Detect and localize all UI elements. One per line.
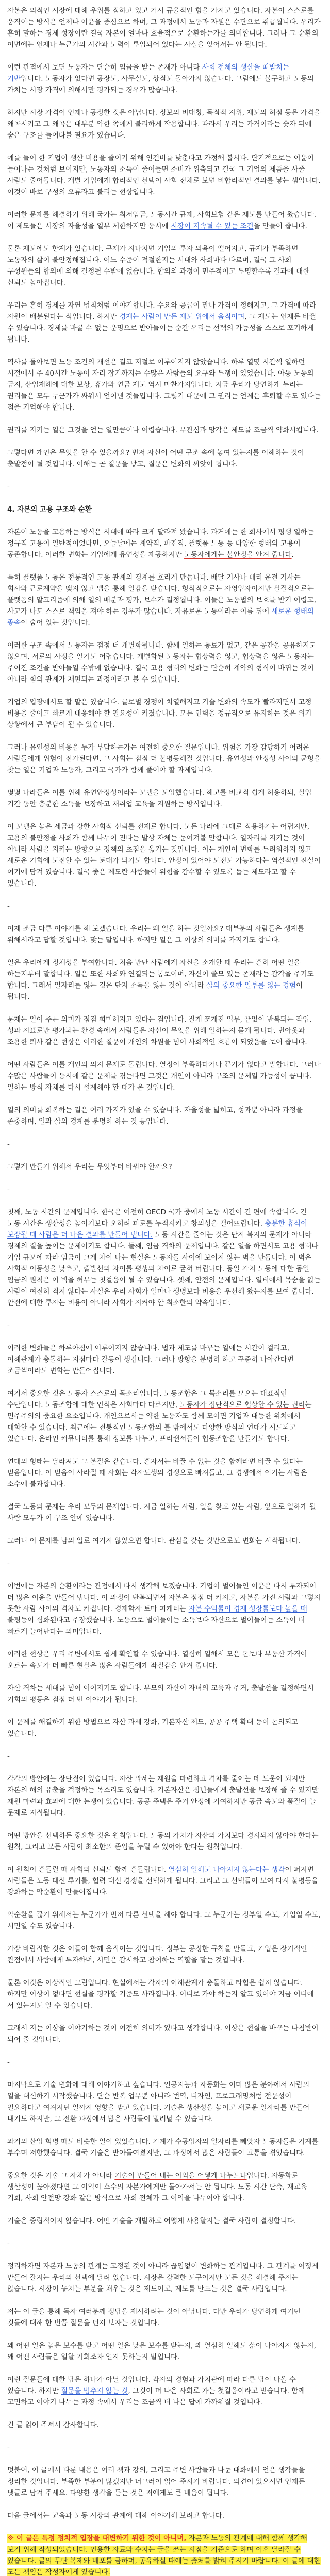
paragraph-text: 을 만들어 줍니다. bbox=[253, 222, 307, 230]
paragraph-text: 이 퍼지면 사람들은 노동 대신 투기를, 협력 대신 경쟁을 선택하게 됩니다. 그리고 그 선택들이 모여 다시 불평등을 강화하는 악순환이 만들어집니다. bbox=[7, 1866, 319, 1896]
underlined-phrase: 시장이 지속될 수 있는 조건 bbox=[170, 222, 254, 230]
paragraph: 그렇다면 개인은 무엇을 할 수 있을까요? 먼저 자신이 어떤 구조 속에 놓여 있는지를 이해하는 것이 출발점이 될 것입니다. 이해는 곧 질문을 낳고, 질문은 변화의 씨앗이 됩니다. bbox=[7, 449, 304, 468]
paragraph: 다음 글에서는 교육과 노동 시장의 관계에 대해 이야기해 보려고 합니다. bbox=[7, 2512, 225, 2520]
underlined-phrase: 열심히 일해도 나아지지 않는다는 생각 bbox=[168, 1866, 285, 1874]
paragraph-text: 여기서 중요한 것은 노동자 스스로의 목소리입니다. 노동조합은 그 목소리를 모으는 대표적인 수단입니다. 노동조합에 대한 인식은 사회마다 다르지만, bbox=[7, 1389, 287, 1409]
paragraph-text: 는 민주주의의 중요한 요소입니다. 개인으로서는 약한 노동자도 함께 모이면 기업과 대등한 위치에서 대화할 수 있습니다. 최근에는 전통적인 노동조합의 틀 밖에서도 다양한 방식의 연대가 시도되고 있습니다. 온라인 커뮤니티를 통해 정보를 나누고, 프리랜서들이 협동조합을 만들기도 합니다. bbox=[7, 1401, 312, 1443]
section-divider: - bbox=[7, 1752, 10, 1760]
paragraph bbox=[7, 2170, 322, 2204]
paragraph-text: 자본이 노동을 고용하는 방식은 시대에 따라 크게 달라져 왔습니다. 과거에는 한 회사에서 평생 일하는 정규직 고용이 일반적이었다면, 오늘날에는 계약직, 파견직, 플랫폼 노동 등 다양한 형태의 고용이 공존합니다. 이러한 변화는 기업에게 유연성을 제공하지만 bbox=[7, 528, 314, 559]
paragraph bbox=[7, 957, 322, 1003]
paragraph: 정리하자면 자본과 노동의 관계는 고정된 것이 아니라 끊임없이 변화하는 관계입니다. 그 관계를 어떻게 만들어 갈지는 우리의 선택에 달려 있습니다. 시장은 강력한 도구이지만 모든 것을 해결해 주지는 않습니다. 시장이 놓치는 부분을 채우는 것은 제도이고, 제도를 만드는 것은 결국 사람입니다. bbox=[7, 2262, 319, 2293]
paragraph: 이 문제를 해결하기 위한 방법으로 자산 과세 강화, 기본자산 제도, 공공 주택 확대 등이 논의되고 있습니다. bbox=[7, 1718, 299, 1738]
highlighted-notice-lead: ※ 이 글은 특정 정치적 입장을 대변하기 위한 것이 아니며, bbox=[7, 2534, 187, 2543]
paragraph bbox=[7, 300, 322, 345]
paragraph-text: . bbox=[291, 551, 294, 559]
underlined-phrase: 충분한 휴식이 보장될 때 사람은 더 나은 결과를 만들어 냅니다. bbox=[7, 1219, 307, 1239]
paragraph-text: 이런 질문들에 대한 답은 하나가 아닐 것입니다. 각자의 경험과 가치관에 따라 다른 답이 나올 수 있습니다. 하지만 bbox=[7, 2376, 296, 2395]
section-divider: - bbox=[7, 1140, 10, 1148]
paragraph-text: , 그 제도는 언제든 바뀔 수 있습니다. 경제를 바꿀 수 없는 운명으로 받아들이는 순간 우리는 선택의 가능성을 스스로 포기하게 됩니다. bbox=[7, 313, 317, 344]
red-underlined-phrase: 노동자에게는 불안정을 안겨 줍니다 bbox=[184, 551, 292, 559]
paragraph-text: 일은 우리에게 정체성을 부여합니다. 처음 만난 사람에게 자신을 소개할 때 우리는 흔히 어떤 일을 하는지부터 말합니다. 일은 또한 사회와 연결되는 통로이며, 자신이 쓸모 있는 존재라는 감각을 주기도 합니다. 그래서 일자리를 잃는 것은 단지 소득을 잃는 것이 아니라 bbox=[7, 959, 314, 990]
section-divider: - bbox=[7, 1560, 10, 1568]
paragraph: 이 모델은 높은 세금과 강한 사회적 신뢰를 전제로 합니다. 모든 나라에 그대로 적용하기는 어렵지만, 고용의 불안정을 사회가 함께 나누어 진다는 발상 자체는 눈여겨볼 만합니다. 일자리를 지키는 것이 아니라 사람을 지키는 방향으로 정책의 초점을 옮기는 것입니다. 이는 개인이 변화를 두려워하지 않고 새로운 기회에 도전할 수 있는 토대가 되기도 합니다. 안정이 있어야 도전도 가능하다는 역설적인 진실이 여기에 담겨 있습니다. 결국 좋은 제도란 사람들이 위험을 감수할 수 있도록 돕는 제도라고 할 수 있습니다. bbox=[7, 823, 321, 888]
paragraph-text: 우리는 흔히 경제를 자연 법칙처럼 이야기합니다. 수요와 공급이 만나 가격이 정해지고, 그 가격에 따라 자원이 배분된다는 식입니다. 하지만 bbox=[7, 301, 317, 321]
paragraph bbox=[7, 1581, 322, 1637]
paragraph: 그래서 저는 이상을 이야기하는 것이 여전히 의미가 있다고 생각합니다. 이상은 현실을 바꾸는 나침반이 되어 줄 것입니다. bbox=[7, 2024, 319, 2044]
paragraph: 물론 제도에도 한계가 있습니다. 규제가 지나치면 기업의 투자 의욕이 떨어지고, 규제가 부족하면 노동자의 삶이 불안정해집니다. 어느 수준이 적절한지는 시대와 사회마다 다르며, 결국 그 사회 구성원들의 합의에 의해 결정될 수밖에 없습니다. 합의의 과정이 민주적이고 투명할수록 결과에 대한 신뢰도 높아집니다. bbox=[7, 245, 310, 287]
paragraph-text: 노동 시간을 줄이는 것은 단지 복지의 문제가 아니라 경제의 질을 높이는 문제이기도 합니다. 둘째, 임금 격차의 문제입니다. 같은 일을 하면서도 고용 형태나 기업 규모에 따라 임금이 크게 차이 나는 현실은 노동자들 사이에 보이지 않는 벽을 만듭니다. 이 벽은 사회적 이동성을 낮추고, 출발선의 차이를 평생의 차이로 굳혀 버립니다. 동일 가치 노동에 대한 동일 임금의 원칙은 이 벽을 허무는 첫걸음이 될 수 있습니다. 셋째, 안전의 문제입니다. 일터에서 목숨을 잃는 사람이 여전히 적지 않다는 사실은 우리 사회가 얼마나 생명보다 비용을 우선해 왔는지를 보여 줍니다. 안전에 대한 투자는 비용이 아니라 사회가 지켜야 할 최소한의 약속입니다. bbox=[7, 1231, 321, 1307]
paragraph-text: 이 됩니다. bbox=[7, 981, 303, 1001]
paragraph: 마지막으로 기술 변화에 대해 이야기하고 싶습니다. 인공지능과 자동화는 이미 많은 분야에서 사람의 일을 대신하기 시작했습니다. 단순 반복 업무뿐 아니라 번역, 디자인, 프로그래밍처럼 전문성이 필요하다고 여겨지던 일까지 영향을 받고 있습니다. 기술은 생산성을 높이고 새로운 일자리를 만들어 내기도 하지만, 그 전환 과정에서 많은 사람들이 밀려날 수 있습니다. bbox=[7, 2081, 310, 2123]
paragraph: 그렇게 만들기 위해서 우리는 무엇부터 바꿔야 할까요? bbox=[7, 1163, 172, 1171]
paragraph: 덧붙여, 이 글에서 다룬 내용은 여러 책과 강의, 그리고 주변 사람들과 나눈 대화에서 얻은 생각들을 정리한 것입니다. 부족한 부분이 많겠지만 너그러이 읽어 주시기 바랍니다. 의견이 있으시면 언제든 댓글로 남겨 주세요. 다양한 생각을 듣는 것은 저에게도 큰 배움이 됩니다. bbox=[7, 2466, 305, 2497]
paragraph: 결국 노동의 문제는 우리 모두의 문제입니다. 지금 일하는 사람, 일을 찾고 있는 사람, 앞으로 일하게 될 사람 모두가 이 구조 안에 있습니다. bbox=[7, 1503, 316, 1522]
paragraph: 물론 이것은 이상적인 그림입니다. 현실에서는 각자의 이해관계가 충돌하고 타협은 쉽지 않습니다. 하지만 이상이 없다면 현실을 평가할 기준도 사라집니다. 어디로 가야 하는지 알고 있어야 지금 어디에 서 있는지도 알 수 있습니다. bbox=[7, 1979, 314, 2010]
paragraph: 예를 들어 한 기업이 생산 비용을 줄이기 위해 인건비를 낮춘다고 가정해 봅시다. 단기적으로는 이윤이 늘어나는 것처럼 보이지만, 노동자의 소득이 줄어들면 소비가 위축되고 결국 그 기업의 제품을 사줄 사람도 줄어듭니다. 개별 기업에게 합리적인 선택이 사회 전체로 보면 비합리적인 결과를 낳는 셈입니다. 이것이 바로 구성의 오류라고 불리는 현상입니다. bbox=[7, 154, 321, 196]
paragraph: 긴 글 읽어 주셔서 감사합니다. bbox=[7, 2421, 99, 2429]
section-divider: - bbox=[7, 2058, 10, 2066]
paragraph: 그러나 유연성의 비용을 누가 부담하는가는 여전히 중요한 질문입니다. 위험을 가장 감당하기 어려운 사람들에게 위험이 전가된다면, 그 사회는 점점 더 불평등해질 것입니다. 유연성과 안정성 사이의 균형을 찾는 일은 기업과 노동자, 그리고 국가가 함께 풀어야 할 과제입니다. bbox=[7, 743, 321, 774]
section-divider: - bbox=[7, 2240, 10, 2248]
paragraph: 가장 바람직한 것은 이들이 함께 움직이는 것입니다. 정부는 공정한 규칙을 만들고, 기업은 장기적인 관점에서 사람에게 투자하며, 시민은 감시하고 참여하는 역할을 맡는 것입니다. bbox=[7, 1945, 307, 1964]
paragraph: 이제 조금 다른 이야기를 해 보겠습니다. 우리는 왜 일을 하는 것일까요? 대부분의 사람들은 생계를 위해서라고 답할 것입니다. 맞는 말입니다. 하지만 일은 그 이상의 의미를 가지기도 합니다. bbox=[7, 925, 304, 944]
underlined-phrase: 자본 수익률이 경제 성장률보다 높을 때 bbox=[188, 1605, 307, 1613]
paragraph: 어떤 방안을 선택하든 중요한 것은 원칙입니다. 노동의 가치가 자산의 가치보다 경시되지 않아야 한다는 원칙, 그리고 모든 사람이 최소한의 존엄을 누릴 수 있어야 한다는 원칙입니다. bbox=[7, 1832, 319, 1851]
paragraph bbox=[7, 1388, 322, 1445]
underlined-phrase: 질문을 멈추지 않는 것 bbox=[61, 2387, 128, 2395]
underlined-phrase: 경제는 사람이 만든 제도 위에서 움직이며 bbox=[119, 313, 245, 321]
paragraph: 과거의 산업 혁명 때도 비슷한 일이 있었습니다. 기계가 수공업자의 일자리를 빼앗자 노동자들은 기계를 부수며 저항했습니다. 결국 기술은 받아들여졌지만, 그 과정에서 많은 사람들이 고통을 겪었습니다. bbox=[7, 2138, 319, 2157]
section-divider: - bbox=[7, 2444, 10, 2452]
paragraph: 저는 이 글을 통해 독자 여러분께 정답을 제시하려는 것이 아닙니다. 다만 우리가 당연하게 여기던 것들에 대해 한 번쯤 질문을 던져 보자는 것입니다. bbox=[7, 2308, 301, 2327]
section-divider: - bbox=[7, 1185, 10, 1194]
paragraph: 기업의 입장에서도 할 말은 있습니다. 글로벌 경쟁이 치열해지고 기술 변화의 속도가 빨라지면서 고정 비용을 줄이고 빠르게 대응해야 할 필요성이 커졌습니다. 모든 인력을 정규직으로 유지하는 것은 위기 상황에서 큰 부담이 될 수 있습니다. bbox=[7, 698, 312, 729]
paragraph-text: , 그것이 더 나은 사회로 가는 첫걸음이라고 믿습니다. 함께 고민하고 이야기 나누는 과정 속에서 우리는 조금씩 더 나은 답에 가까워질 것입니다. bbox=[7, 2387, 305, 2406]
section-divider: - bbox=[7, 483, 10, 491]
underlined-phrase: 새로운 형태의 종속 bbox=[7, 607, 314, 627]
paragraph-text: 이번에는 자본의 순환이라는 관점에서 다시 생각해 보겠습니다. 기업이 벌어들인 이윤은 다시 투자되어 더 많은 이윤을 만들어 냅니다. 이 과정이 반복되면서 자본은 점점 더 커지고, 자본을 가진 사람과 그렇지 못한 사람 사이의 격차도 커집니다. 경제학자 토마 피케티는 bbox=[7, 1582, 321, 1613]
paragraph: 기술은 중립적이지 않습니다. 어떤 기술을 개발하고 어떻게 사용할지는 결국 사람이 결정합니다. bbox=[7, 2217, 296, 2225]
paragraph bbox=[7, 1207, 322, 1309]
paragraph: 각각의 방안에는 장단점이 있습니다. 자산 과세는 재원을 마련하고 격차를 줄이는 데 도움이 되지만 자본의 해외 유출을 걱정하는 목소리도 있습니다. 기본자산은 청년들에게 출발선을 보장해 줄 수 있지만 재원 마련과 효과에 대한 논쟁이 있습니다. 공공 주택은 주거 안정에 기여하지만 공급 속도와 품질이 늘 문제로 지적됩니다. bbox=[7, 1775, 319, 1817]
red-underlined-phrase: 노동자가 집단적으로 협상할 수 있는 권리 bbox=[179, 1401, 305, 1409]
paragraph-text: 불평등이 심화된다고 주장했습니다. 노동으로 벌어들이는 소득보다 자산으로 벌어들이는 소득이 더 빠르게 늘어난다는 의미입니다. bbox=[7, 1616, 305, 1636]
paragraph: 자본은 외적인 시장에 대해 우위를 점하고 있고 거시 규율적인 힘을 가지고 있습니다. 자본이 스스로를 움직이는 방식은 언제나 이윤을 중심으로 하며, 그 과정에서 노동과 자원은 수단으로 취급됩니다. 우리가 흔히 말하는 경제 성장이란 결국 자본이 얼마나 효율적으로 순환하는가를 의미합니다. 그러나 그 순환의 이면에는 언제나 누군가의 시간과 노력이 투입되어 있다는 사실을 잊어서는 안 됩니다. bbox=[7, 7, 321, 49]
paragraph: 권리를 지키는 일은 그것을 얻는 일만큼이나 어렵습니다. 무관심과 망각은 제도를 조금씩 약화시킵니다. bbox=[7, 426, 319, 434]
paragraph-text: 이 원칙이 흔들릴 때 사회의 신뢰도 함께 흔들립니다. bbox=[7, 1866, 169, 1874]
paragraph: 연대의 형태는 달라져도 그 본질은 같습니다. 혼자서는 바꿀 수 없는 것을 함께라면 바꿀 수 있다는 믿음입니다. 이 믿음이 사라질 때 사회는 각자도생의 경쟁으로 빠져들고, 그 경쟁에서 이기는 사람은 소수에 불과합니다. bbox=[7, 1458, 307, 1488]
paragraph-text: 특히 플랫폼 노동은 전통적인 고용 관계의 경계를 흐리게 만듭니다. 배달 기사나 대리 운전 기사는 회사와 근로계약을 맺지 않고 앱을 통해 일감을 받습니다. 형식적으로는 자영업자이지만 실질적으로는 플랫폼의 알고리즘에 의해 일의 배분과 평가, 보수가 결정됩니다. 이들은 노동법의 보호를 받기 어렵고, 사고가 나도 스스로 책임을 져야 하는 경우가 많습니다. 자유로운 노동이라는 이름 뒤에 bbox=[7, 573, 317, 616]
paragraph: 문제는 일이 주는 의미가 점점 희미해지고 있다는 점입니다. 잘게 쪼개진 업무, 끝없이 반복되는 작업, 성과 지표로만 평가되는 환경 속에서 사람들은 자신이 무엇을 위해 일하는지 묻게 됩니다. 번아웃과 조용한 퇴사 같은 현상은 이러한 질문이 개인의 차원을 넘어 사회적인 흐름이 되었음을 보여 줍니다. bbox=[7, 1015, 312, 1046]
highlighted-notice-text: 자본과 노동의 관계에 대해 함께 생각해 보기 위해 작성되었습니다. 인용한 자료와 수치는 글을 쓰는 시점을 기준으로 하며 이후 달라질 수 있습니다. 글의 무단 복제와 배포를 금하며, 공유하실 때에는 출처를 밝혀 주시기 바랍니다. 이 글에 대한 모든 책임은 작성자에게 있습니다. bbox=[7, 2534, 321, 2576]
paragraph bbox=[7, 209, 322, 232]
paragraph bbox=[7, 527, 322, 561]
section-divider: - bbox=[7, 902, 10, 910]
section-divider: - bbox=[7, 1321, 10, 1330]
paragraph: 하지만 시장 가격이 언제나 공정한 것은 아닙니다. 정보의 비대칭, 독점적 지위, 제도의 허점 등은 가격을 왜곡시키고 그 왜곡은 대부분 약한 쪽에게 불리하게 작용합니다. 따라서 우리는 가격이라는 숫자 뒤에 숨은 구조를 들여다볼 필요가 있습니다. bbox=[7, 109, 321, 140]
paragraph-text: 중요한 것은 기술 그 자체가 아니라 bbox=[7, 2172, 115, 2180]
paragraph bbox=[7, 2374, 322, 2408]
paragraph-text: 이러한 문제를 해결하기 위해 국가는 최저임금, 노동시간 규제, 사회보험 같은 제도를 만들어 왔습니다. 이 제도들은 시장의 자율성을 일부 제한하지만 동시에 bbox=[7, 211, 317, 230]
paragraph: 이러한 현상은 우리 주변에서도 쉽게 확인할 수 있습니다. 열심히 일해서 모은 돈보다 부동산 가격이 오르는 속도가 더 빠른 현실은 많은 사람들에게 좌절감을 안겨 줍니다. bbox=[7, 1650, 307, 1670]
paragraph: 왜 어떤 일은 높은 보수를 받고 어떤 일은 낮은 보수를 받는지, 왜 열심히 일해도 삶이 나아지지 않는지, 왜 어떤 사람들은 일할 기회조차 얻지 못하는지 말입니다. bbox=[7, 2342, 316, 2361]
paragraph-text: 이 숨어 있는 것입니다. bbox=[21, 619, 90, 627]
paragraph bbox=[7, 62, 322, 96]
paragraph: 어떤 사람들은 이를 개인의 의지 문제로 돌립니다. 열정이 부족하다거나 끈기가 없다고 말합니다. 그러나 수많은 사람들이 동시에 같은 문제를 겪는다면 그것은 개인이 아니라 구조의 문제일 가능성이 큽니다. 일하는 방식 자체를 다시 설계해야 할 때가 온 것입니다. bbox=[7, 1061, 321, 1092]
paragraph: 몇몇 나라들은 이를 위해 유연안정성이라는 모델을 도입했습니다. 해고를 비교적 쉽게 허용하되, 실업 기간 동안 충분한 소득을 보장하고 재취업 교육을 지원하는 방식입니다. bbox=[7, 789, 312, 808]
paragraph: 일의 의미를 회복하는 길은 여러 가지가 있을 수 있습니다. 자율성을 넓히고, 성과뿐 아니라 과정을 존중하며, 일과 삶의 경계를 분명히 하는 것 등입니다. bbox=[7, 1106, 303, 1126]
underlined-phrase: 사회 전체의 생산을 떠받치는 기반 bbox=[7, 63, 290, 83]
paragraph-text: 이런 관점에서 보면 노동자는 단순히 임금을 받는 존재가 아니라 bbox=[7, 63, 202, 72]
underlined-phrase: 삶의 중요한 일부를 잃는 경험 bbox=[206, 981, 296, 990]
paragraph: 이러한 변화들은 하루아침에 이루어지지 않습니다. 법과 제도를 바꾸는 일에는 시간이 걸리고, 이해관계가 충돌하는 지점마다 갈등이 생깁니다. 그러나 방향을 분명히 하고 꾸준히 나아간다면 조금씩이라도 변화는 만들어집니다. bbox=[7, 1344, 294, 1375]
highlighted-notice bbox=[7, 2533, 322, 2576]
paragraph-text: 첫째, 노동 시간의 문제입니다. 한국은 여전히 OECD 국가 중에서 노동 시간이 긴 편에 속합니다. 긴 노동 시간은 생산성을 높이기보다 오히려 피로를 누적시키고 창의성을 떨어뜨립니다. bbox=[7, 1208, 307, 1228]
red-underlined-phrase: 기술이 만들어 내는 이익을 어떻게 나누느냐 bbox=[114, 2172, 247, 2180]
paragraph: 자산 격차는 세대를 넘어 이어지기도 합니다. 부모의 자산이 자녀의 교육과 주거, 출발선을 결정하면서 기회의 평등은 점점 더 먼 이야기가 됩니다. bbox=[7, 1684, 314, 1704]
paragraph bbox=[7, 1864, 322, 1898]
paragraph-text: 입니다. 자동화로 생산성이 높아졌다면 그 이익이 소수의 자본가에게만 돌아가서는 안 됩니다. 노동 시간 단축, 재교육 기회, 사회 안전망 강화 같은 방식으로 사회 전체가 그 이익을 나누어야 합니다. bbox=[7, 2172, 307, 2202]
paragraph: 역사를 돌아보면 노동 조건의 개선은 결코 저절로 이루어지지 않았습니다. 하루 열몇 시간씩 일하던 시절에서 주 40시간 노동이 자리 잡기까지는 수많은 사람들의 요구와 투쟁이 있었습니다. 아동 노동의 금지, 산업재해에 대한 보상, 휴가와 연금 제도 역시 마찬가지입니다. 지금 우리가 당연하게 누리는 권리들은 모두 누군가가 싸워서 얻어낸 것들입니다. 그렇기 때문에 그 권리는 언제든 후퇴할 수도 있다는 점을 기억해야 합니다. bbox=[7, 358, 321, 412]
paragraph: 악순환을 끊기 위해서는 누군가가 먼저 다른 선택을 해야 합니다. 그 누군가는 정부일 수도, 기업일 수도, 시민일 수도 있습니다. bbox=[7, 1911, 321, 1930]
paragraph bbox=[7, 572, 322, 629]
section-heading: 4. 자본의 고용 구조와 순환 bbox=[7, 505, 92, 514]
paragraph: 이러한 구조 속에서 노동자는 점점 더 개별화됩니다. 함께 일하는 동료가 없고, 같은 공간을 공유하지도 않으며, 서로의 사정을 알기도 어렵습니다. 개별화된 노동자는 협상력을 잃고, 협상력을 잃은 노동자는 주어진 조건을 받아들일 수밖에 없습니다. 결국 고용 형태의 변화는 단순히 계약의 형식이 바뀌는 것이 아니라 힘의 관계가 재편되는 과정이라고 볼 수 있습니다. bbox=[7, 641, 317, 684]
paragraph: 그러니 이 문제를 남의 일로 여기지 않았으면 합니다. 관심을 갖는 것만으로도 변화는 시작됩니다. bbox=[7, 1537, 301, 1545]
paragraph-text: 입니다. 노동자가 없다면 공장도, 사무실도, 상점도 돌아가지 않습니다. 그럼에도 불구하고 노동의 가치는 시장 가격에 의해서만 평가되는 경우가 많습니다. bbox=[7, 75, 314, 94]
